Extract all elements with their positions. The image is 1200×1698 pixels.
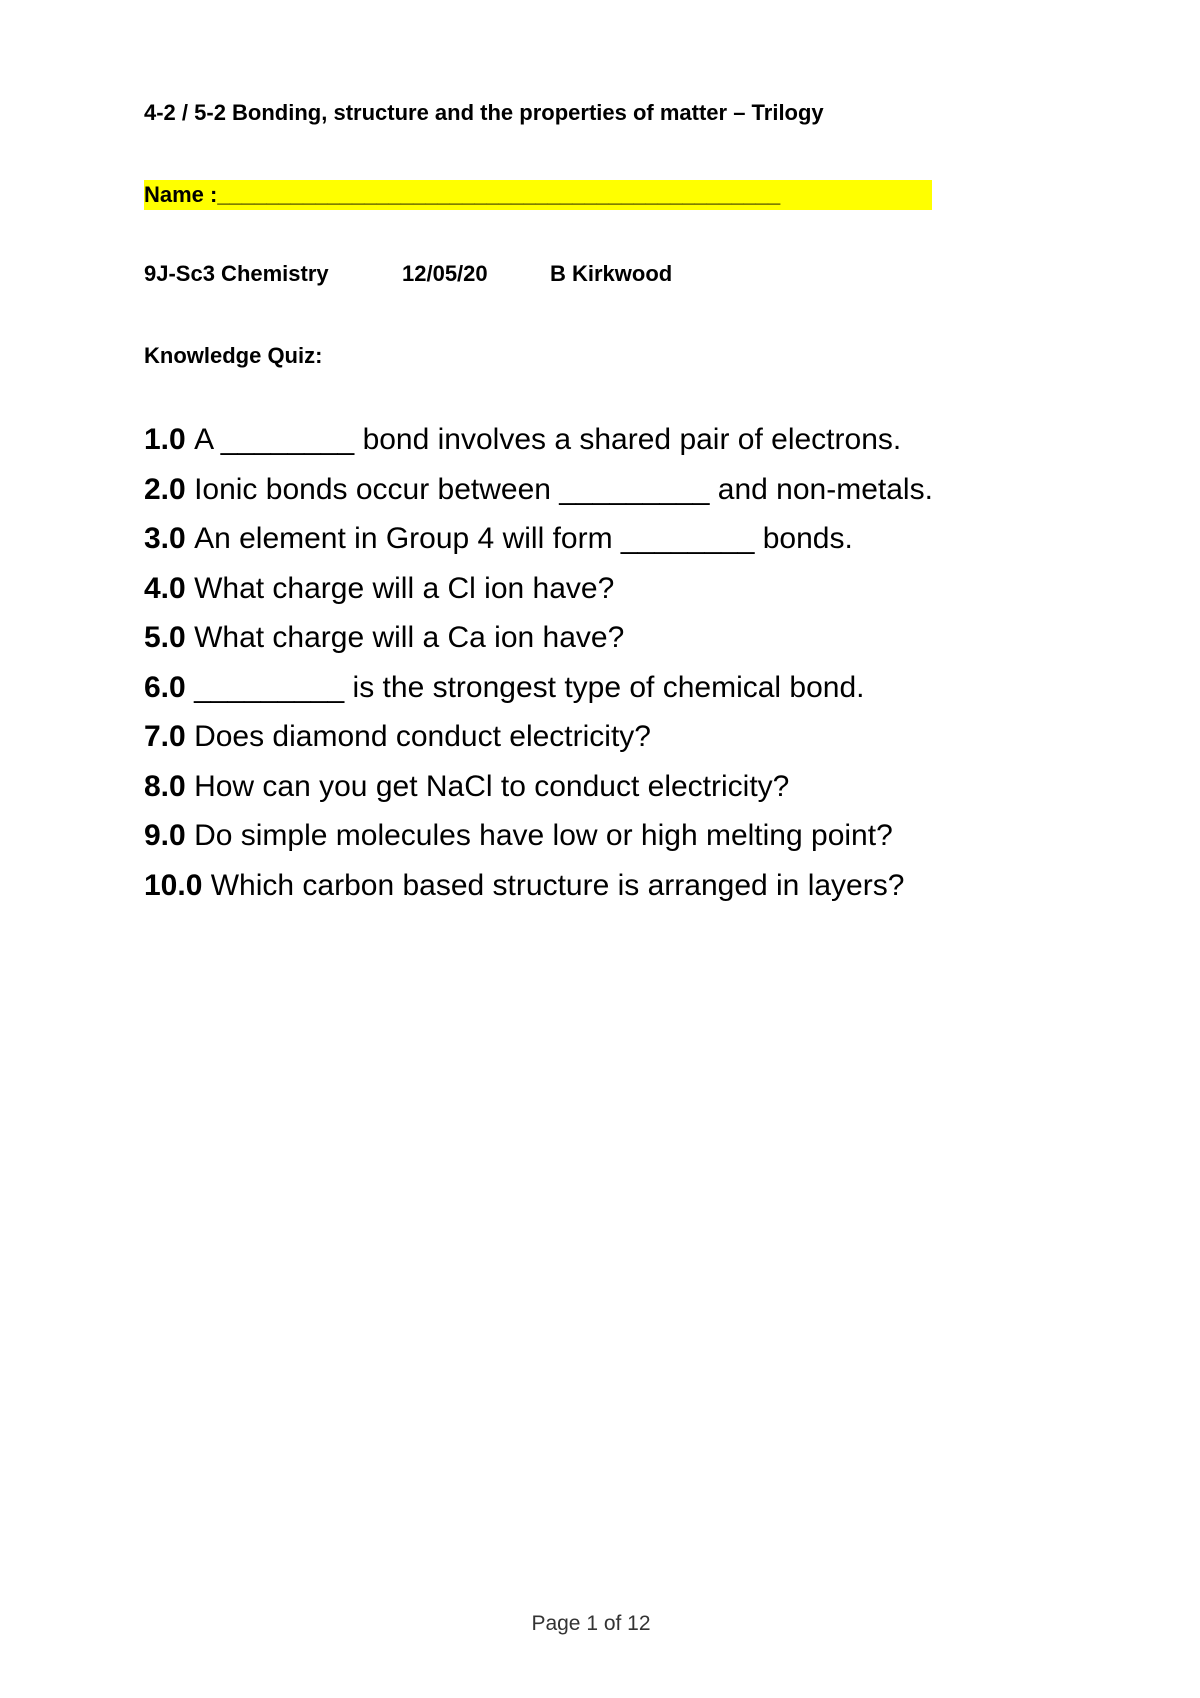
question-item — [144, 867, 933, 917]
question-item — [144, 421, 933, 471]
question-text: How can you get NaCl to conduct electricity? — [194, 769, 790, 803]
question-item — [144, 471, 933, 521]
question-number: 9.0 — [144, 819, 186, 852]
question-item — [144, 817, 933, 867]
question-item — [144, 669, 933, 719]
lesson-date: 12/05/20 — [402, 261, 488, 286]
question-number: 3.0 — [144, 522, 186, 555]
name-field: Name :______________________________________________ — [144, 180, 932, 210]
question-number: 1.0 — [144, 423, 186, 456]
question-text: Does diamond conduct electricity? — [194, 720, 651, 753]
question-text: _________ is the strongest type of chemical bond. — [194, 670, 865, 704]
question-number: 7.0 — [144, 720, 186, 753]
question-text: An element in Group 4 will form ________ bonds. — [194, 522, 853, 555]
question-number: 6.0 — [144, 670, 186, 704]
question-text: Ionic bonds occur between _________ and non-metals. — [194, 472, 933, 506]
question-item — [144, 520, 933, 570]
question-number: 2.0 — [144, 472, 186, 506]
question-item — [144, 718, 933, 768]
question-list — [144, 421, 933, 916]
question-text: What charge will a Ca ion have? — [194, 621, 625, 654]
question-number: 8.0 — [144, 769, 186, 803]
question-item — [144, 570, 933, 620]
document-title: 4-2 / 5-2 Bonding, structure and the properties of matter – Trilogy — [144, 100, 824, 125]
question-item — [144, 619, 933, 669]
question-number: 5.0 — [144, 621, 186, 654]
question-number: 10.0 — [144, 868, 203, 902]
class-code: 9J-Sc3 Chemistry — [144, 261, 329, 286]
page-footer: Page 1 of 12 — [531, 1612, 651, 1635]
question-text: What charge will a Cl ion have? — [194, 571, 615, 605]
question-item — [144, 768, 933, 818]
question-text: A ________ bond involves a shared pair of electrons. — [194, 423, 902, 456]
question-text: Do simple molecules have low or high melting point? — [194, 819, 893, 852]
question-text: Which carbon based structure is arranged in layers? — [210, 868, 905, 902]
quiz-heading: Knowledge Quiz: — [144, 343, 323, 368]
question-number: 4.0 — [144, 571, 186, 605]
teacher-name: B Kirkwood — [550, 261, 673, 286]
